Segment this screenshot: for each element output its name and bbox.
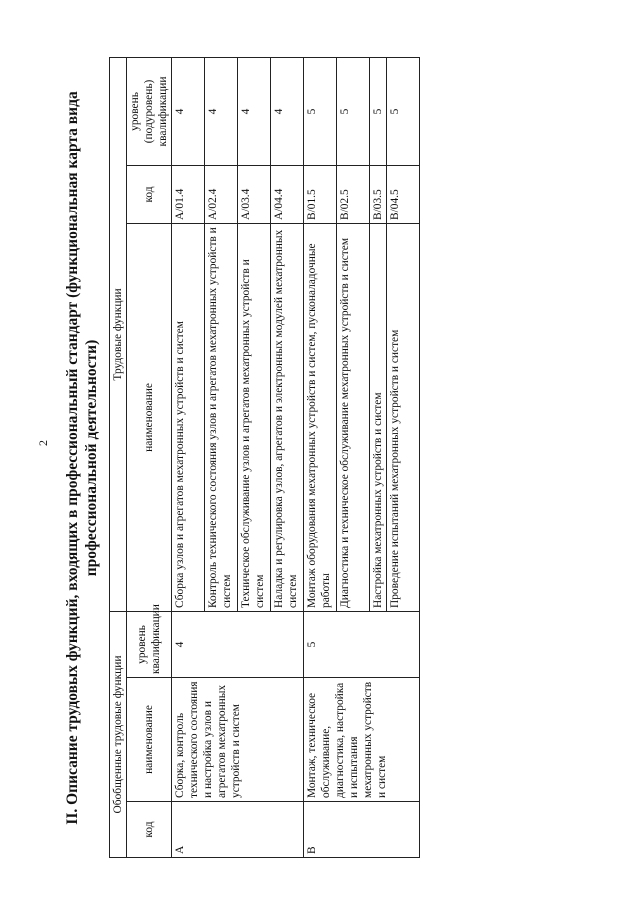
table-row [304,57,337,857]
function-level: 5 [387,57,420,165]
group-level: 5 [304,611,420,677]
header-row-2 [127,57,172,857]
function-name: Сборка узлов и агрегатов мехатронных устройств и систем [172,223,205,611]
group-level: 4 [172,611,304,677]
function-level: 4 [172,57,205,165]
header-code: код [127,802,172,858]
function-level: 5 [304,57,337,165]
function-level: 4 [205,57,238,165]
function-name: Техническое обслуживание узлов и агрегатов мехатронных устройств и систем [238,223,271,611]
function-name: Наладка и регулировка узлов, агрегатов и электронных модулей мехатронных систем [271,223,304,611]
function-code: A/03.4 [238,165,271,223]
function-name: Проведение испытаний мехатронных устройств и систем [387,223,420,611]
title-line-2: профессиональной деятельности) [83,339,100,577]
function-code: B/04.5 [387,165,420,223]
function-level: 4 [271,57,304,165]
function-name: Настройка мехатронных устройств и систем [370,223,387,611]
function-name: Монтаж оборудования мехатронных устройств и систем, пусконаладочные работы [304,223,337,611]
function-name: Диагностика и техническое обслуживание мехатронных устройств и систем [337,223,370,611]
group-code: А [172,802,304,858]
function-name: Контроль технического состояния узлов и агрегатов мехатронных устройств и систем [205,223,238,611]
header-sublevel: уровень (подуровень) квалификации [127,57,172,165]
header-generalized: Обобщенные трудовые функции [110,611,127,857]
section-title [63,58,101,858]
group-name: Монтаж, техническое обслуживание, диагностика, настройка и испытания мехатронных устройств и систем [304,678,420,802]
title-line-1: II. Описание трудовых функций, входящих в профессиональный стандарт (функциональная карта вида [64,91,81,825]
group-code: В [304,802,420,858]
function-level: 5 [337,57,370,165]
function-code: B/03.5 [370,165,387,223]
function-code: A/02.4 [205,165,238,223]
page-number: 2 [36,440,50,446]
function-level: 5 [370,57,387,165]
function-level: 4 [238,57,271,165]
function-code: B/02.5 [337,165,370,223]
header-labor-code: код [127,165,172,223]
header-labor-name: наименование [127,223,172,611]
header-labor: Трудовые функции [110,57,127,611]
function-code: B/01.5 [304,165,337,223]
rotated-page-content [63,58,638,858]
functional-map-table [109,57,420,858]
header-row-1 [110,57,127,857]
function-code: A/04.4 [271,165,304,223]
table-row [172,57,205,857]
header-level: уровень квалификации [127,611,172,677]
group-name: Сборка, контроль технического состояния и настройка узлов и агрегатов мехатронных устройств и систем [172,678,304,802]
function-code: A/01.4 [172,165,205,223]
header-name: наименование [127,678,172,802]
